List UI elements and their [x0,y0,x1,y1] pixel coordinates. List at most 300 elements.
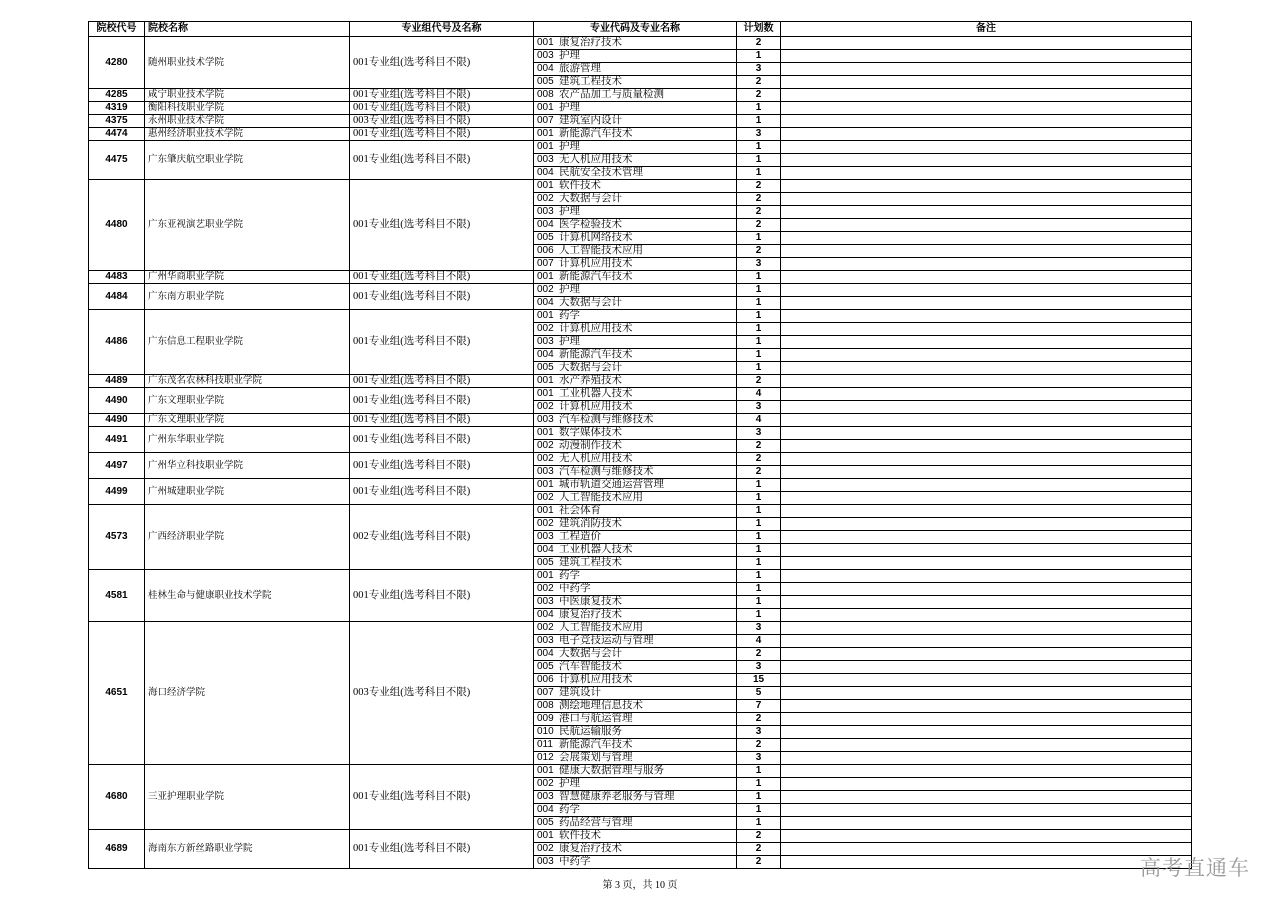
table-row [89,453,1192,466]
school-code-cell: 4689 [89,830,145,869]
group-cell: 001专业组(选考科目不限) [350,310,534,375]
major-name: 人工智能技术应用 [559,245,643,256]
plan-count-cell: 1 [737,102,781,115]
table-row [89,102,1192,115]
major-cell [534,401,737,414]
group-cell: 001专业组(选考科目不限) [350,141,534,180]
major-code: 002 [537,440,554,451]
note-cell [781,843,1192,856]
table-row [89,37,1192,50]
major-cell [534,76,737,89]
note-cell [781,648,1192,661]
note-cell [781,50,1192,63]
major-cell [534,37,737,50]
plan-count-cell: 4 [737,414,781,427]
plan-count-cell: 3 [737,752,781,765]
enrollment-plan-table [88,21,1192,869]
plan-count-cell: 2 [737,648,781,661]
plan-count-cell: 1 [737,115,781,128]
note-cell [781,791,1192,804]
major-code: 003 [537,336,554,347]
table-row [89,284,1192,297]
school-code-cell: 4651 [89,622,145,765]
school-name-cell: 海南东方新丝路职业学院 [145,830,350,869]
plan-count-cell: 1 [737,596,781,609]
major-code: 002 [537,323,554,334]
plan-count-cell: 2 [737,37,781,50]
note-cell [781,635,1192,648]
table-row [89,180,1192,193]
major-code: 001 [537,830,554,841]
major-name: 护理 [559,336,580,347]
major-name: 建筑消防技术 [559,518,622,529]
plan-count-cell: 3 [737,622,781,635]
major-name: 民航安全技术管理 [559,167,643,178]
major-cell [534,752,737,765]
plan-count-cell: 2 [737,206,781,219]
major-cell [534,609,737,622]
table-row [89,427,1192,440]
major-code: 007 [537,687,554,698]
header-plan: 计划数 [737,22,781,37]
major-name: 城市轨道交通运营管理 [559,479,664,490]
plan-count-cell: 2 [737,466,781,479]
major-name: 康复治疗技术 [559,609,622,620]
school-name-cell: 广州东华职业学院 [145,427,350,453]
major-name: 旅游管理 [559,63,601,74]
plan-count-cell: 1 [737,50,781,63]
table-row [89,128,1192,141]
major-cell [534,362,737,375]
table-row [89,505,1192,518]
plan-count-cell: 1 [737,505,781,518]
major-cell [534,427,737,440]
major-name: 护理 [559,206,580,217]
major-code: 004 [537,297,554,308]
major-code: 001 [537,479,554,490]
school-name-cell: 永州职业技术学院 [145,115,350,128]
major-name: 建筑工程技术 [559,557,622,568]
major-code: 001 [537,375,554,386]
note-cell [781,674,1192,687]
major-name: 健康大数据管理与服务 [559,765,664,776]
major-cell [534,219,737,232]
plan-count-cell: 1 [737,531,781,544]
note-cell [781,687,1192,700]
group-cell: 001专业组(选考科目不限) [350,427,534,453]
plan-count-cell: 2 [737,219,781,232]
major-name: 电子竞技运动与管理 [559,635,654,646]
table-row [89,271,1192,284]
major-name: 计算机应用技术 [559,323,633,334]
major-name: 数字媒体技术 [559,427,622,438]
school-code-cell: 4475 [89,141,145,180]
major-name: 中药学 [559,856,591,867]
note-cell [781,609,1192,622]
major-code: 002 [537,401,554,412]
major-code: 003 [537,466,554,477]
note-cell [781,180,1192,193]
major-cell [534,492,737,505]
note-cell [781,167,1192,180]
major-code: 004 [537,609,554,620]
major-code: 002 [537,284,554,295]
school-code-cell: 4499 [89,479,145,505]
note-cell [781,661,1192,674]
major-name: 计算机网络技术 [559,232,633,243]
major-cell [534,739,737,752]
major-cell [534,505,737,518]
table-row [89,141,1192,154]
major-code: 004 [537,349,554,360]
group-cell: 001专业组(选考科目不限) [350,830,534,869]
note-cell [781,349,1192,362]
group-cell: 001专业组(选考科目不限) [350,388,534,414]
major-code: 003 [537,414,554,425]
major-code: 008 [537,89,554,100]
note-cell [781,544,1192,557]
school-name-cell: 广东信息工程职业学院 [145,310,350,375]
major-code: 003 [537,154,554,165]
school-code-cell: 4573 [89,505,145,570]
plan-count-cell: 3 [737,258,781,271]
major-cell [534,375,737,388]
group-cell: 001专业组(选考科目不限) [350,570,534,622]
major-cell [534,349,737,362]
major-name: 新能源汽车技术 [559,128,633,139]
major-name: 护理 [559,50,580,61]
plan-count-cell: 2 [737,453,781,466]
major-code: 001 [537,310,554,321]
note-cell [781,726,1192,739]
note-cell [781,375,1192,388]
page-footer: 第 3 页，共 10 页 [602,880,678,891]
major-cell [534,297,737,310]
major-name: 新能源汽车技术 [559,349,633,360]
major-cell [534,843,737,856]
plan-count-cell: 2 [737,856,781,869]
plan-count-cell: 1 [737,804,781,817]
note-cell [781,778,1192,791]
note-cell [781,141,1192,154]
major-code: 001 [537,427,554,438]
major-cell [534,89,737,102]
note-cell [781,817,1192,830]
school-code-cell: 4319 [89,102,145,115]
plan-count-cell: 2 [737,713,781,726]
note-cell [781,284,1192,297]
major-code: 005 [537,76,554,87]
major-code: 003 [537,50,554,61]
school-code-cell: 4486 [89,310,145,375]
note-cell [781,388,1192,401]
school-code-cell: 4480 [89,180,145,271]
major-cell [534,596,737,609]
school-code-cell: 4474 [89,128,145,141]
major-cell [534,258,737,271]
school-name-cell: 衡阳科技职业学院 [145,102,350,115]
major-code: 001 [537,128,554,139]
major-code: 012 [537,752,554,763]
major-name: 药学 [559,570,580,581]
school-code-cell: 4484 [89,284,145,310]
major-code: 001 [537,102,554,113]
major-name: 汽车智能技术 [559,661,622,672]
plan-count-cell: 1 [737,271,781,284]
major-code: 003 [537,856,554,867]
plan-count-cell: 3 [737,726,781,739]
major-code: 009 [537,713,554,724]
plan-count-cell: 1 [737,323,781,336]
table-header-row [89,22,1192,37]
group-cell: 002专业组(选考科目不限) [350,505,534,570]
plan-count-cell: 4 [737,388,781,401]
table-row [89,479,1192,492]
plan-count-cell: 1 [737,492,781,505]
major-cell [534,804,737,817]
plan-count-cell: 1 [737,167,781,180]
table-row [89,830,1192,843]
major-code: 008 [537,700,554,711]
plan-count-cell: 1 [737,778,781,791]
note-cell [781,219,1192,232]
plan-count-cell: 3 [737,661,781,674]
major-cell [534,102,737,115]
major-cell [534,791,737,804]
major-cell [534,128,737,141]
major-code: 001 [537,388,554,399]
table-row [89,310,1192,323]
major-code: 003 [537,531,554,542]
note-cell [781,752,1192,765]
school-name-cell: 桂林生命与健康职业技术学院 [145,570,350,622]
school-code-cell: 4491 [89,427,145,453]
plan-count-cell: 2 [737,830,781,843]
school-name-cell: 广东文理职业学院 [145,414,350,427]
major-name: 汽车检测与维修技术 [559,466,654,477]
group-cell: 001专业组(选考科目不限) [350,128,534,141]
major-code: 004 [537,648,554,659]
major-cell [534,50,737,63]
school-code-cell: 4497 [89,453,145,479]
major-cell [534,232,737,245]
major-name: 药品经营与管理 [559,817,633,828]
table-row [89,570,1192,583]
major-cell [534,830,737,843]
note-cell [781,193,1192,206]
major-cell [534,817,737,830]
note-cell [781,713,1192,726]
group-cell: 001专业组(选考科目不限) [350,89,534,102]
group-cell: 003专业组(选考科目不限) [350,115,534,128]
school-name-cell: 广州华商职业学院 [145,271,350,284]
plan-count-cell: 1 [737,609,781,622]
major-name: 医学检验技术 [559,219,622,230]
major-cell [534,193,737,206]
note-cell [781,856,1192,869]
major-code: 006 [537,674,554,685]
school-name-cell: 广州城建职业学院 [145,479,350,505]
major-name: 人工智能技术应用 [559,492,643,503]
major-code: 002 [537,193,554,204]
table-body [89,37,1192,869]
major-cell [534,661,737,674]
note-cell [781,310,1192,323]
major-cell [534,271,737,284]
major-code: 005 [537,557,554,568]
plan-count-cell: 2 [737,180,781,193]
major-name: 无人机应用技术 [559,154,633,165]
plan-count-cell: 1 [737,154,781,167]
plan-count-cell: 2 [737,440,781,453]
group-cell: 001专业组(选考科目不限) [350,375,534,388]
group-cell: 001专业组(选考科目不限) [350,479,534,505]
plan-count-cell: 1 [737,141,781,154]
table-row [89,388,1192,401]
major-code: 002 [537,622,554,633]
group-cell: 001专业组(选考科目不限) [350,180,534,271]
major-code: 005 [537,661,554,672]
major-name: 工业机器人技术 [559,388,633,399]
major-name: 民航运输服务 [559,726,622,737]
plan-count-cell: 3 [737,128,781,141]
major-cell [534,388,737,401]
major-name: 智慧健康养老服务与管理 [559,791,675,802]
major-code: 007 [537,258,554,269]
table-row [89,414,1192,427]
note-cell [781,336,1192,349]
note-cell [781,596,1192,609]
note-cell [781,804,1192,817]
note-cell [781,700,1192,713]
major-cell [534,557,737,570]
table-row [89,89,1192,102]
table-row [89,622,1192,635]
plan-count-cell: 3 [737,401,781,414]
major-name: 会展策划与管理 [559,752,633,763]
major-code: 001 [537,271,554,282]
plan-count-cell: 1 [737,232,781,245]
plan-count-cell: 2 [737,76,781,89]
group-cell: 001专业组(选考科目不限) [350,453,534,479]
group-cell: 001专业组(选考科目不限) [350,765,534,830]
major-cell [534,115,737,128]
header-major: 专业代码及专业名称 [534,22,737,37]
header-school-name: 院校名称 [145,22,350,37]
table-row [89,765,1192,778]
note-cell [781,37,1192,50]
school-name-cell: 广东南方职业学院 [145,284,350,310]
plan-count-cell: 1 [737,765,781,778]
major-name: 汽车检测与维修技术 [559,414,654,425]
school-code-cell: 4680 [89,765,145,830]
group-cell: 003专业组(选考科目不限) [350,622,534,765]
note-cell [781,362,1192,375]
plan-count-cell: 1 [737,518,781,531]
header-school-code: 院校代号 [89,22,145,37]
major-name: 动漫制作技术 [559,440,622,451]
plan-count-cell: 2 [737,245,781,258]
school-name-cell: 广东肇庆航空职业学院 [145,141,350,180]
major-code: 002 [537,492,554,503]
major-cell [534,622,737,635]
plan-count-cell: 1 [737,310,781,323]
note-cell [781,271,1192,284]
plan-count-cell: 3 [737,63,781,76]
major-cell [534,479,737,492]
major-name: 新能源汽车技术 [559,739,633,750]
major-cell [534,765,737,778]
school-code-cell: 4490 [89,414,145,427]
major-name: 建筑工程技术 [559,76,622,87]
major-cell [534,674,737,687]
major-name: 社会体育 [559,505,601,516]
major-name: 护理 [559,778,580,789]
note-cell [781,76,1192,89]
major-name: 水产养殖技术 [559,375,622,386]
note-cell [781,128,1192,141]
major-code: 002 [537,843,554,854]
major-name: 护理 [559,102,580,113]
major-cell [534,648,737,661]
major-name: 护理 [559,284,580,295]
major-name: 护理 [559,141,580,152]
school-name-cell: 广东亚视演艺职业学院 [145,180,350,271]
major-cell [534,245,737,258]
major-code: 001 [537,37,554,48]
major-cell [534,778,737,791]
major-name: 大数据与会计 [559,362,622,373]
note-cell [781,427,1192,440]
note-cell [781,297,1192,310]
school-code-cell: 4483 [89,271,145,284]
major-code: 002 [537,583,554,594]
school-name-cell: 广东文理职业学院 [145,388,350,414]
school-code-cell: 4285 [89,89,145,102]
major-name: 大数据与会计 [559,297,622,308]
school-code-cell: 4581 [89,570,145,622]
major-cell [534,154,737,167]
major-cell [534,323,737,336]
major-code: 002 [537,453,554,464]
watermark: 高考直通车 [1140,856,1250,880]
plan-count-cell: 4 [737,635,781,648]
major-code: 002 [537,518,554,529]
header-group: 专业组代号及名称 [350,22,534,37]
major-code: 001 [537,505,554,516]
major-cell [534,310,737,323]
note-cell [781,505,1192,518]
major-name: 药学 [559,804,580,815]
major-code: 004 [537,63,554,74]
note-cell [781,115,1192,128]
plan-count-cell: 1 [737,817,781,830]
major-cell [534,531,737,544]
major-name: 建筑室内设计 [559,115,622,126]
major-cell [534,206,737,219]
major-name: 港口与航运管理 [559,713,633,724]
school-code-cell: 4489 [89,375,145,388]
plan-count-cell: 2 [737,375,781,388]
note-cell [781,258,1192,271]
plan-count-cell: 1 [737,479,781,492]
note-cell [781,245,1192,258]
major-code: 011 [537,739,553,750]
school-name-cell: 海口经济学院 [145,622,350,765]
plan-count-cell: 2 [737,89,781,102]
school-code-cell: 4280 [89,37,145,89]
note-cell [781,479,1192,492]
